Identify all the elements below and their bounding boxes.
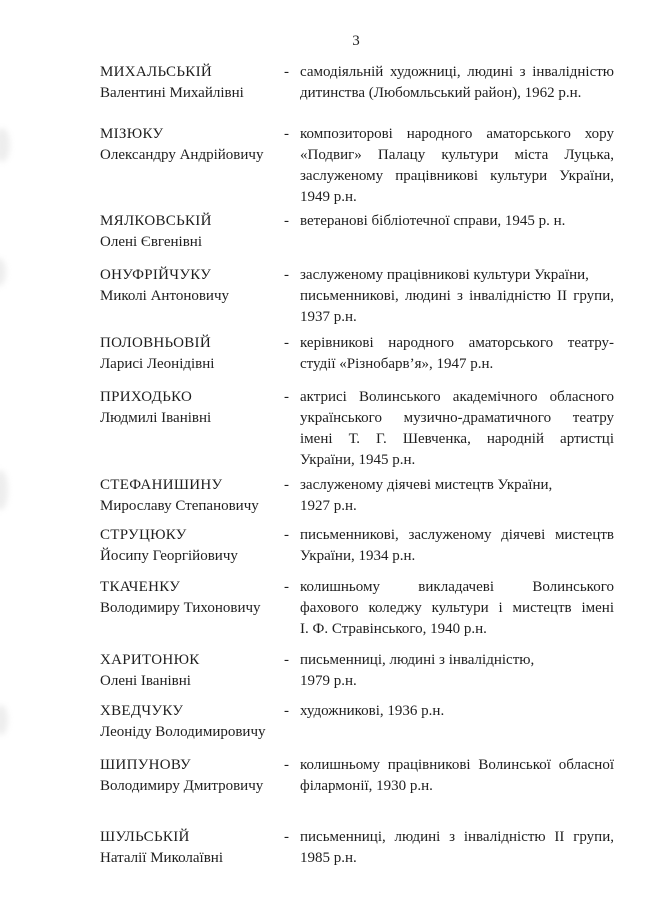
description-line: 1985 р.н. [300,850,357,866]
recipient-given-name: Наталії Миколаївні [100,850,223,866]
recipient-name-block [100,577,292,619]
description-line: українського музично-драматичного театру [300,410,614,426]
description-line: дитинства (Любомльський район), 1962 р.н. [300,85,582,101]
recipient-surname: СТРУЦЮКУ [100,527,187,543]
recipient-surname: ПРИХОДЬКО [100,389,193,405]
recipient-description [300,333,614,375]
description-line: письменниці, людині з інвалідністю II групи, [300,829,614,845]
description-line: студії «Різнобарв’я», 1947 р.н. [300,356,494,372]
description-line: керівникові народного аматорського театру- [300,335,614,351]
recipient-description [300,525,614,567]
recipient-name-block [100,650,292,692]
description-line: І. Ф. Стравінського, 1940 р.н. [300,621,487,637]
dash-separator: - [284,527,289,543]
description-line: імені Т. Г. Шевченка, народній артистці [300,431,614,447]
description-line: України, 1934 р.н. [300,548,416,564]
recipient-given-name: Олександру Андрійовичу [100,147,264,163]
recipient-surname: ОНУФРІЙЧУКУ [100,267,212,283]
recipient-surname: ПОЛОВНЬОВІЙ [100,335,211,351]
recipient-name-block [100,62,292,104]
description-line: «Подвиг» Палацу культури міста Луцька, [300,147,614,163]
recipient-description [300,475,614,517]
recipient-description [300,387,614,471]
recipient-name-block [100,525,292,567]
recipient-surname: ШУЛЬСЬКІЙ [100,829,190,845]
description-line: колишньому працівникові Волинської обласної [300,757,614,773]
recipient-name-block [100,124,292,166]
recipient-surname: ШИПУНОВУ [100,757,191,773]
description-line: письменникові, людині з інвалідністю II групи, [300,288,614,304]
description-line: актрисі Волинського академічного обласного [300,389,614,405]
description-line: самодіяльній художниці, людині з інвалідністю [300,64,614,80]
recipient-given-name: Леоніду Володимировичу [100,724,266,740]
recipient-description [300,650,614,692]
description-line: України, 1945 р.н. [300,452,416,468]
recipient-name-block [100,475,292,517]
recipient-surname: МІЗЮКУ [100,126,164,142]
recipient-name-block [100,755,292,797]
scan-artifact [0,258,6,286]
description-line: заслуженому діячеві мистецтв України, [300,477,553,493]
recipient-surname: ХВЕДЧУКУ [100,703,184,719]
scan-artifact [0,128,10,162]
description-line: композиторові народного аматорського хору [300,126,614,142]
dash-separator: - [284,64,289,80]
recipient-given-name: Ларисі Леонідівні [100,356,215,372]
description-line: письменникові, заслуженому діячеві мистецтв [300,527,614,543]
recipient-surname: ХАРИТОНЮК [100,652,200,668]
dash-separator: - [284,757,289,773]
dash-separator: - [284,389,289,405]
description-line: заслуженому працівникові культури України, [300,267,589,283]
recipient-given-name: Олені Євгенівні [100,234,202,250]
dash-separator: - [284,267,289,283]
recipient-name-block [100,211,292,253]
dash-separator: - [284,335,289,351]
dash-separator: - [284,829,289,845]
recipient-given-name: Миколі Антоновичу [100,288,229,304]
recipient-description [300,827,614,869]
recipient-given-name: Володимиру Дмитровичу [100,778,264,794]
dash-separator: - [284,652,289,668]
description-line: 1949 р.н. [300,189,357,205]
scan-artifact [0,470,8,510]
scan-artifact [0,705,8,735]
recipient-description [300,755,614,797]
recipient-description [300,577,614,640]
recipient-description [300,701,614,722]
description-line: 1937 р.н. [300,309,357,325]
page-number: 3 [352,33,360,49]
recipient-surname: СТЕФАНИШИНУ [100,477,223,493]
recipient-name-block [100,265,292,307]
description-line: філармонії, 1930 р.н. [300,778,433,794]
recipient-given-name: Олені Іванівні [100,673,191,689]
description-line: ветеранові бібліотечної справи, 1945 р. н. [300,213,566,229]
recipient-name-block [100,827,292,869]
dash-separator: - [284,126,289,142]
dash-separator: - [284,477,289,493]
description-line: заслуженому працівникові культури України, [300,168,614,184]
recipient-name-block [100,387,292,429]
recipient-name-block [100,701,292,743]
recipient-given-name: Валентині Михайлівні [100,85,244,101]
description-line: фахового коледжу культури і мистецтв імені [300,600,614,616]
description-line: письменниці, людині з інвалідністю, [300,652,535,668]
recipient-surname: МЯЛКОВСЬКІЙ [100,213,212,229]
recipient-description [300,211,614,232]
description-line: 1979 р.н. [300,673,357,689]
recipient-description [300,265,614,328]
description-line: 1927 р.н. [300,498,357,514]
dash-separator: - [284,579,289,595]
recipient-description [300,62,614,104]
recipient-given-name: Йосипу Георгійовичу [100,548,238,564]
recipient-given-name: Володимиру Тихоновичу [100,600,261,616]
recipient-given-name: Людмилі Іванівні [100,410,212,426]
recipient-description [300,124,614,208]
recipient-name-block [100,333,292,375]
recipient-surname: ТКАЧЕНКУ [100,579,181,595]
description-line: колишньому викладачеві Волинського [300,579,614,595]
recipient-surname: МИХАЛЬСЬКІЙ [100,64,212,80]
dash-separator: - [284,213,289,229]
dash-separator: - [284,703,289,719]
recipient-given-name: Мирославу Степановичу [100,498,259,514]
description-line: художникові, 1936 р.н. [300,703,445,719]
